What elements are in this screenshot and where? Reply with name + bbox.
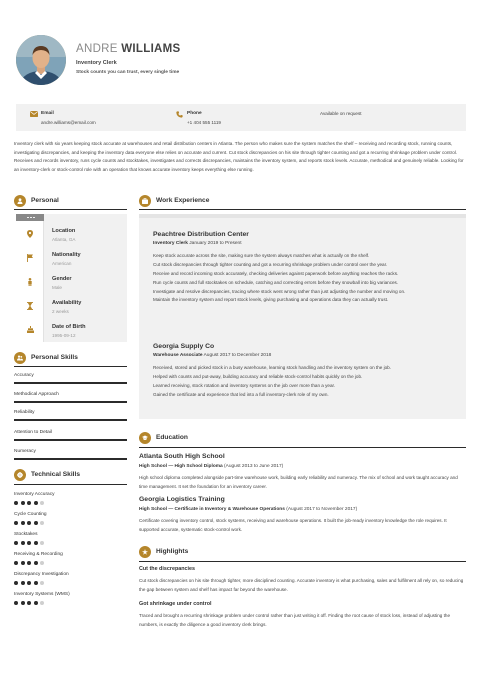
highlight-text: Traced and brought a recurring shrinkage problem under control rather than just writing it off. Finding the root cause of stock loss, instead of adjusting the numbers, is exactly the diligence a good inventory clerk brings. [139,613,451,627]
rating-dot [21,561,25,565]
rating-dot [34,561,38,565]
work-title: Work Experience [156,197,210,204]
availability-note: Available on request [320,111,362,116]
profile-summary: Inventory clerk with six years keeping stock accurate at warehouses and retail distribution centers in Atlanta. The person who makes sure the system matches the shelf – receiving and recording stock, running counts, investigating discrepancies, and keeping the inventory data everyone else relies on accurate and current. Cut stock discrepancies on his site through tighter counting and got a recurring shrinkage problem under control. Receives and records inventory, runs cycle counts and stocktakes, investigates and corrects discrepancies, maintains the inventory system, and reports stock levels. Accurate, methodical and genuinely reliable. Looking for an inventory-clerk or stock-control role with an operation that knows accurate inventory keeps everything else running. [14,141,464,172]
phone-icon [176,111,183,118]
duty-item: Gained the certificate and experience that led into a full inventory-clerk role of my own. [153,391,329,397]
personal-availability [16,296,127,320]
education-rule [139,447,466,448]
job-company: Peachtree Distribution Center [153,231,249,238]
education-qualification [139,507,357,512]
personal-title: Personal [31,197,59,204]
rating-dot [34,601,38,605]
gender-label: Gender [52,276,72,282]
job-role [153,353,271,358]
location-value: Atlanta, GA [52,237,76,242]
tagline: Stock counts you can trust, every single time [76,70,180,75]
technical-skill-name: Inventory Accuracy [14,492,55,497]
qualification-dates: (August 2017 to November 2017) [286,507,358,512]
availability-label: Availability [52,300,82,306]
personal-location [16,224,127,248]
personal-section-icon [14,195,26,207]
duty-item: Keep stock accurate across the site, making sure the system always matches what is actually on the shelf. [153,253,370,258]
technical-skills-rule [14,484,127,485]
work-experience-panel [139,214,466,419]
rating-dot [27,501,31,505]
personal-skill-bar [14,439,127,441]
work-rule [139,209,466,210]
rating-dot [34,501,38,505]
personal-skill-bar [14,419,127,421]
personal-skills-icon [14,352,26,364]
personal-skills-title: Personal Skills [31,354,78,361]
job-duties [153,252,453,305]
personal-section-header [14,195,127,207]
qualification-dates: (August 2013 to June 2017) [224,464,284,469]
personal-rule [14,209,127,210]
highlights-title: Highlights [156,548,189,555]
education-school: Atlanta South High School [139,453,225,460]
duty-item: Investigate and resolve discrepancies, tracing where stock went wrong rather than just adjusting the number and moving on. [153,288,406,294]
personal-skill-name: Reliability [14,410,35,415]
job-dates: August 2017 to December 2018 [203,353,272,358]
personal-skills-rule [14,366,127,367]
job-title: Inventory Clerk [76,60,117,66]
technical-skill-name: Cycle Counting [14,512,47,517]
personal-birth [16,320,127,344]
rating-dot [14,601,18,605]
rating-dot [14,541,18,545]
rating-dot [27,601,31,605]
rating-dot [27,561,31,565]
rating-dot [40,541,44,545]
education-title: Education [156,434,188,441]
card-topbar [16,214,44,221]
duty-item: Received, stored and picked stock in a busy warehouse, learning stock handling and the inventory system on the job. [153,365,391,370]
rating-dot [21,541,25,545]
rating-dot [21,581,25,585]
technical-skills-icon [14,469,26,481]
duty-item: Cut stock discrepancies through tighter counting and got a recurring shrinkage problem under control over the year. [153,261,388,267]
gear-icon [17,472,23,478]
technical-skill-name: Stocktakes [14,532,38,537]
contact-bar [16,104,466,131]
personal-skill-name: Numeracy [14,449,36,454]
user-icon [17,198,23,204]
briefcase-icon [142,198,148,204]
personal-nationality [16,248,127,272]
qualification-name: High School — Certificate in Inventory & Warehouse Operations [139,507,285,512]
first-name: ANDRE [76,43,118,55]
rating-dot [27,521,31,525]
envelope-icon [30,111,38,117]
birth-label: Date of Birth [52,324,86,330]
birth-value: 1995-09-12 [52,333,76,338]
nationality-label: Nationality [52,252,81,258]
rating-dot [40,581,44,585]
education-description: Certificate covering inventory control, stock systems, receiving and warehouse operations. It built the job-ready inventory knowledge the role requires. It supported accurate, systematic stock-control work. [139,518,447,532]
rating-dot [21,521,25,525]
rating-dot [14,501,18,505]
work-section-header [139,195,466,207]
phone-label: Phone [187,111,202,116]
technical-skill-name: Receiving & Recording [14,552,63,557]
cake-icon [27,326,34,333]
personal-skills-header [14,352,127,364]
education-section-header [139,432,466,444]
rating-dot [40,561,44,565]
panel-accent [139,214,466,218]
job-role-title: Inventory Clerk [153,241,188,246]
highlight-heading: Got shrinkage under control [139,601,212,607]
rating-dot [21,601,25,605]
duty-item: Learned receiving, stock rotation and inventory systems on the job over more than a year. [153,382,336,388]
job-company: Georgia Supply Co [153,343,215,350]
work-section-icon [139,195,151,207]
technical-skill-name: Discrepancy Investigation [14,572,69,577]
graduation-cap-icon [142,435,148,441]
personal-skill-bar [14,382,127,384]
rating-dot [21,501,25,505]
job-role-title: Warehouse Associate [153,353,203,358]
job-duties [153,364,453,400]
map-pin-icon [27,230,33,238]
person-icon [27,278,33,286]
star-icon [142,549,148,555]
rating-dot [40,501,44,505]
technical-skills-title: Technical Skills [31,471,80,478]
rating-dot [27,581,31,585]
rating-dot [34,521,38,525]
highlight-heading: Cut the discrepancies [139,566,196,572]
education-qualification [139,464,283,469]
last-name: WILLIAMS [121,43,181,55]
availability-value: 2 weeks [52,309,69,314]
rating-dot [14,581,18,585]
education-section-icon [139,432,151,444]
rating-dot [40,521,44,525]
nationality-value: American [52,261,72,266]
personal-skill-name: Attention to Detail [14,430,52,435]
rating-dot [14,561,18,565]
highlights-section-header [139,546,466,558]
candidate-name [76,43,181,55]
rating-dot [27,541,31,545]
highlights-rule [139,561,466,562]
users-icon [17,355,23,361]
phone-value[interactable]: +1 404 555 1119 [187,120,221,125]
location-label: Location [52,228,76,234]
personal-gender [16,272,127,296]
education-school: Georgia Logistics Training [139,496,225,503]
highlights-section-icon [139,546,151,558]
duty-item: Maintain the inventory system and report stock levels, giving purchasing and operations data they can actually trust. [153,297,389,303]
education-description: High school diploma completed alongside part-time warehouse work, building early reliability and numeracy. The mix of school and work taught accuracy and time management. It set the foundation for an inventory career. [139,475,458,489]
email-label: Email [41,111,54,116]
personal-skill-bar [14,401,127,403]
duty-item: Run cycle counts and full stocktakes on schedule, catching and correcting errors before they snowball into big variances. [153,279,399,285]
personal-skill-name: Methodical Approach [14,392,59,397]
technical-skill-name: Inventory Systems (WMS) [14,592,70,597]
gender-value: Male [52,285,62,290]
hourglass-icon [27,302,33,310]
flag-icon [27,254,33,262]
rating-dot [40,601,44,605]
rating-dot [34,581,38,585]
duty-item: Receive and record incoming stock accurately, checking deliveries against paperwork before anything reaches the racks. [153,270,399,276]
email-value[interactable]: andre.williams@email.com [41,120,96,125]
qualification-name: High School — High School Diploma [139,464,223,469]
personal-card [16,214,127,342]
personal-skill-name: Accuracy [14,373,34,378]
job-role [153,241,242,246]
avatar [16,35,66,85]
personal-skill-bar [14,458,127,460]
rating-dot [34,541,38,545]
rating-dot [14,521,18,525]
highlight-text: Cut stock discrepancies on his site through tighter, more disciplined counting. Accurate inventory is what purchasing, sales and fulfilment all rely on, so reducing the gap between system and shelf has impact far beyond the warehouse. [139,578,464,592]
technical-skills-header [14,469,127,481]
job-dates: January 2019 to Present [189,241,242,246]
duty-item: Helped with counts and put-away, building accuracy and reliable stock-control habits quickly on the job. [153,373,363,379]
